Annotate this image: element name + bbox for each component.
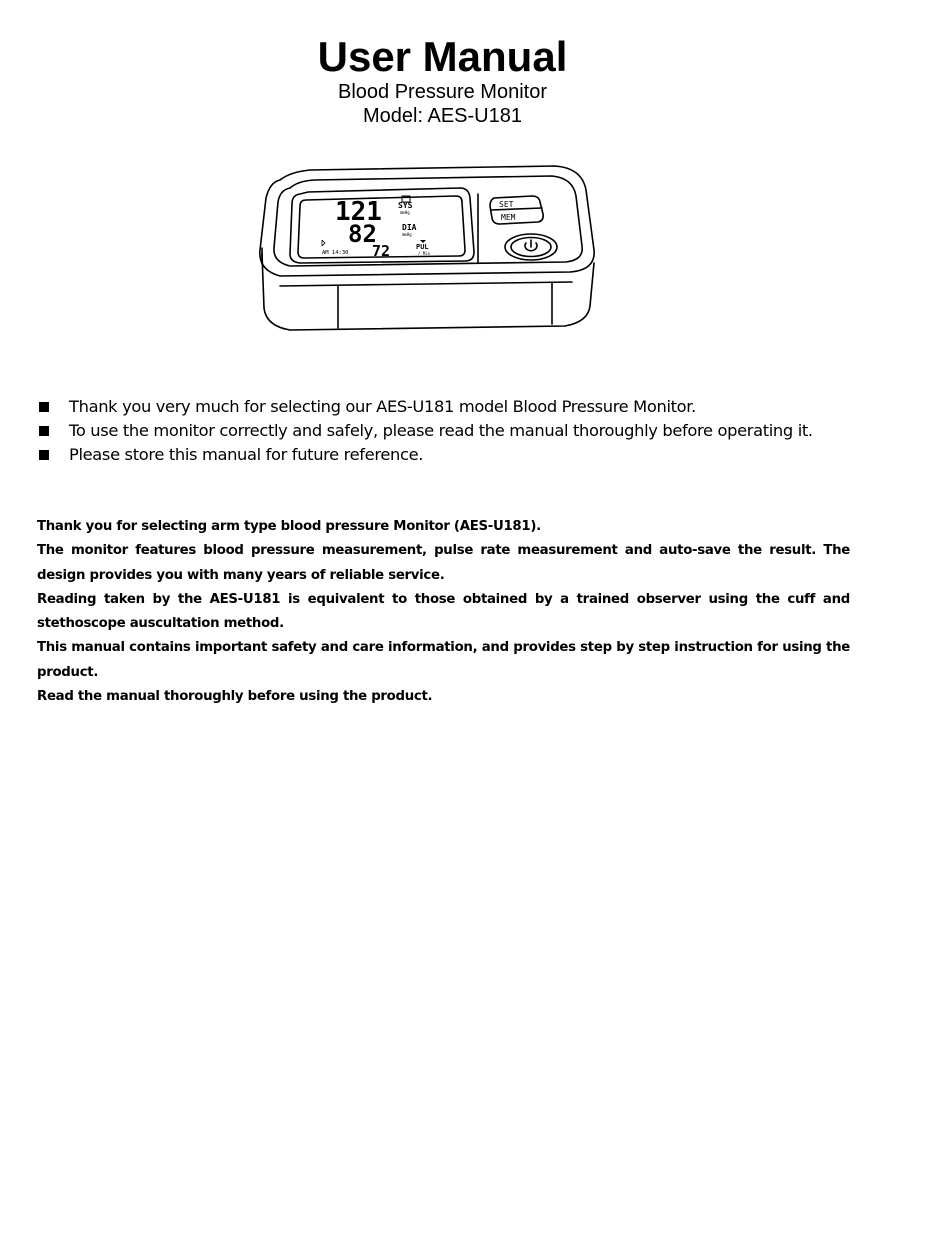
- bullet-text: To use the monitor correctly and safely, please read the manual thoroughly before operating it.: [69, 421, 813, 440]
- set-button-label: SET: [499, 200, 514, 209]
- blood-pressure-monitor-illustration: [250, 158, 600, 338]
- lcd-dia-unit: mmHg: [402, 232, 412, 237]
- mem-button-label: MEM: [501, 213, 516, 222]
- square-bullet-icon: [39, 450, 49, 460]
- intro-paragraph: The monitor features blood pressure measurement, pulse rate measurement and auto-save the result. The design provides you with many years of reliable service.: [37, 543, 850, 583]
- square-bullet-icon: [39, 402, 49, 412]
- lcd-dia-label: DIA: [402, 223, 417, 232]
- page-title: User Manual: [317, 33, 568, 80]
- intro-paragraph: Read the manual thoroughly before using the product.: [37, 689, 433, 705]
- lcd-pul-value: 72: [372, 242, 391, 260]
- bullet-text: Please store this manual for future reference.: [69, 445, 424, 464]
- lcd-sys-label: SYS: [398, 201, 413, 210]
- lcd-clock: AM 14:30: [322, 250, 349, 256]
- list-item: [38, 419, 898, 443]
- list-item: [38, 395, 898, 419]
- intro-paragraph: Reading taken by the AES-U181 is equivalent to those obtained by a trained observer using the cuff and stethoscope auscultation method.: [37, 591, 850, 632]
- lcd-dia-value: 82: [348, 220, 377, 248]
- bullet-list: [38, 395, 898, 467]
- model-number: Model: AES-U181: [363, 105, 522, 127]
- square-bullet-icon: [39, 426, 49, 436]
- page-subtitle: Blood Pressure Monitor: [338, 81, 547, 103]
- intro-section: [37, 515, 850, 709]
- intro-paragraph: This manual contains important safety and care information, and provides step by step instruction for using the product.: [37, 640, 850, 680]
- list-item: [38, 443, 898, 467]
- lcd-sys-unit: mmHg: [400, 210, 410, 215]
- lcd-sys-value: 121: [335, 197, 382, 227]
- bullet-text: Thank you very much for selecting our AES-U181 model Blood Pressure Monitor.: [69, 397, 696, 416]
- lcd-pul-unit: / Min: [418, 251, 431, 256]
- intro-paragraph: Thank you for selecting arm type blood pressure Monitor (AES-U181).: [37, 519, 541, 534]
- bluetooth-icon: [322, 240, 325, 246]
- lcd-pul-label: PUL: [416, 243, 429, 251]
